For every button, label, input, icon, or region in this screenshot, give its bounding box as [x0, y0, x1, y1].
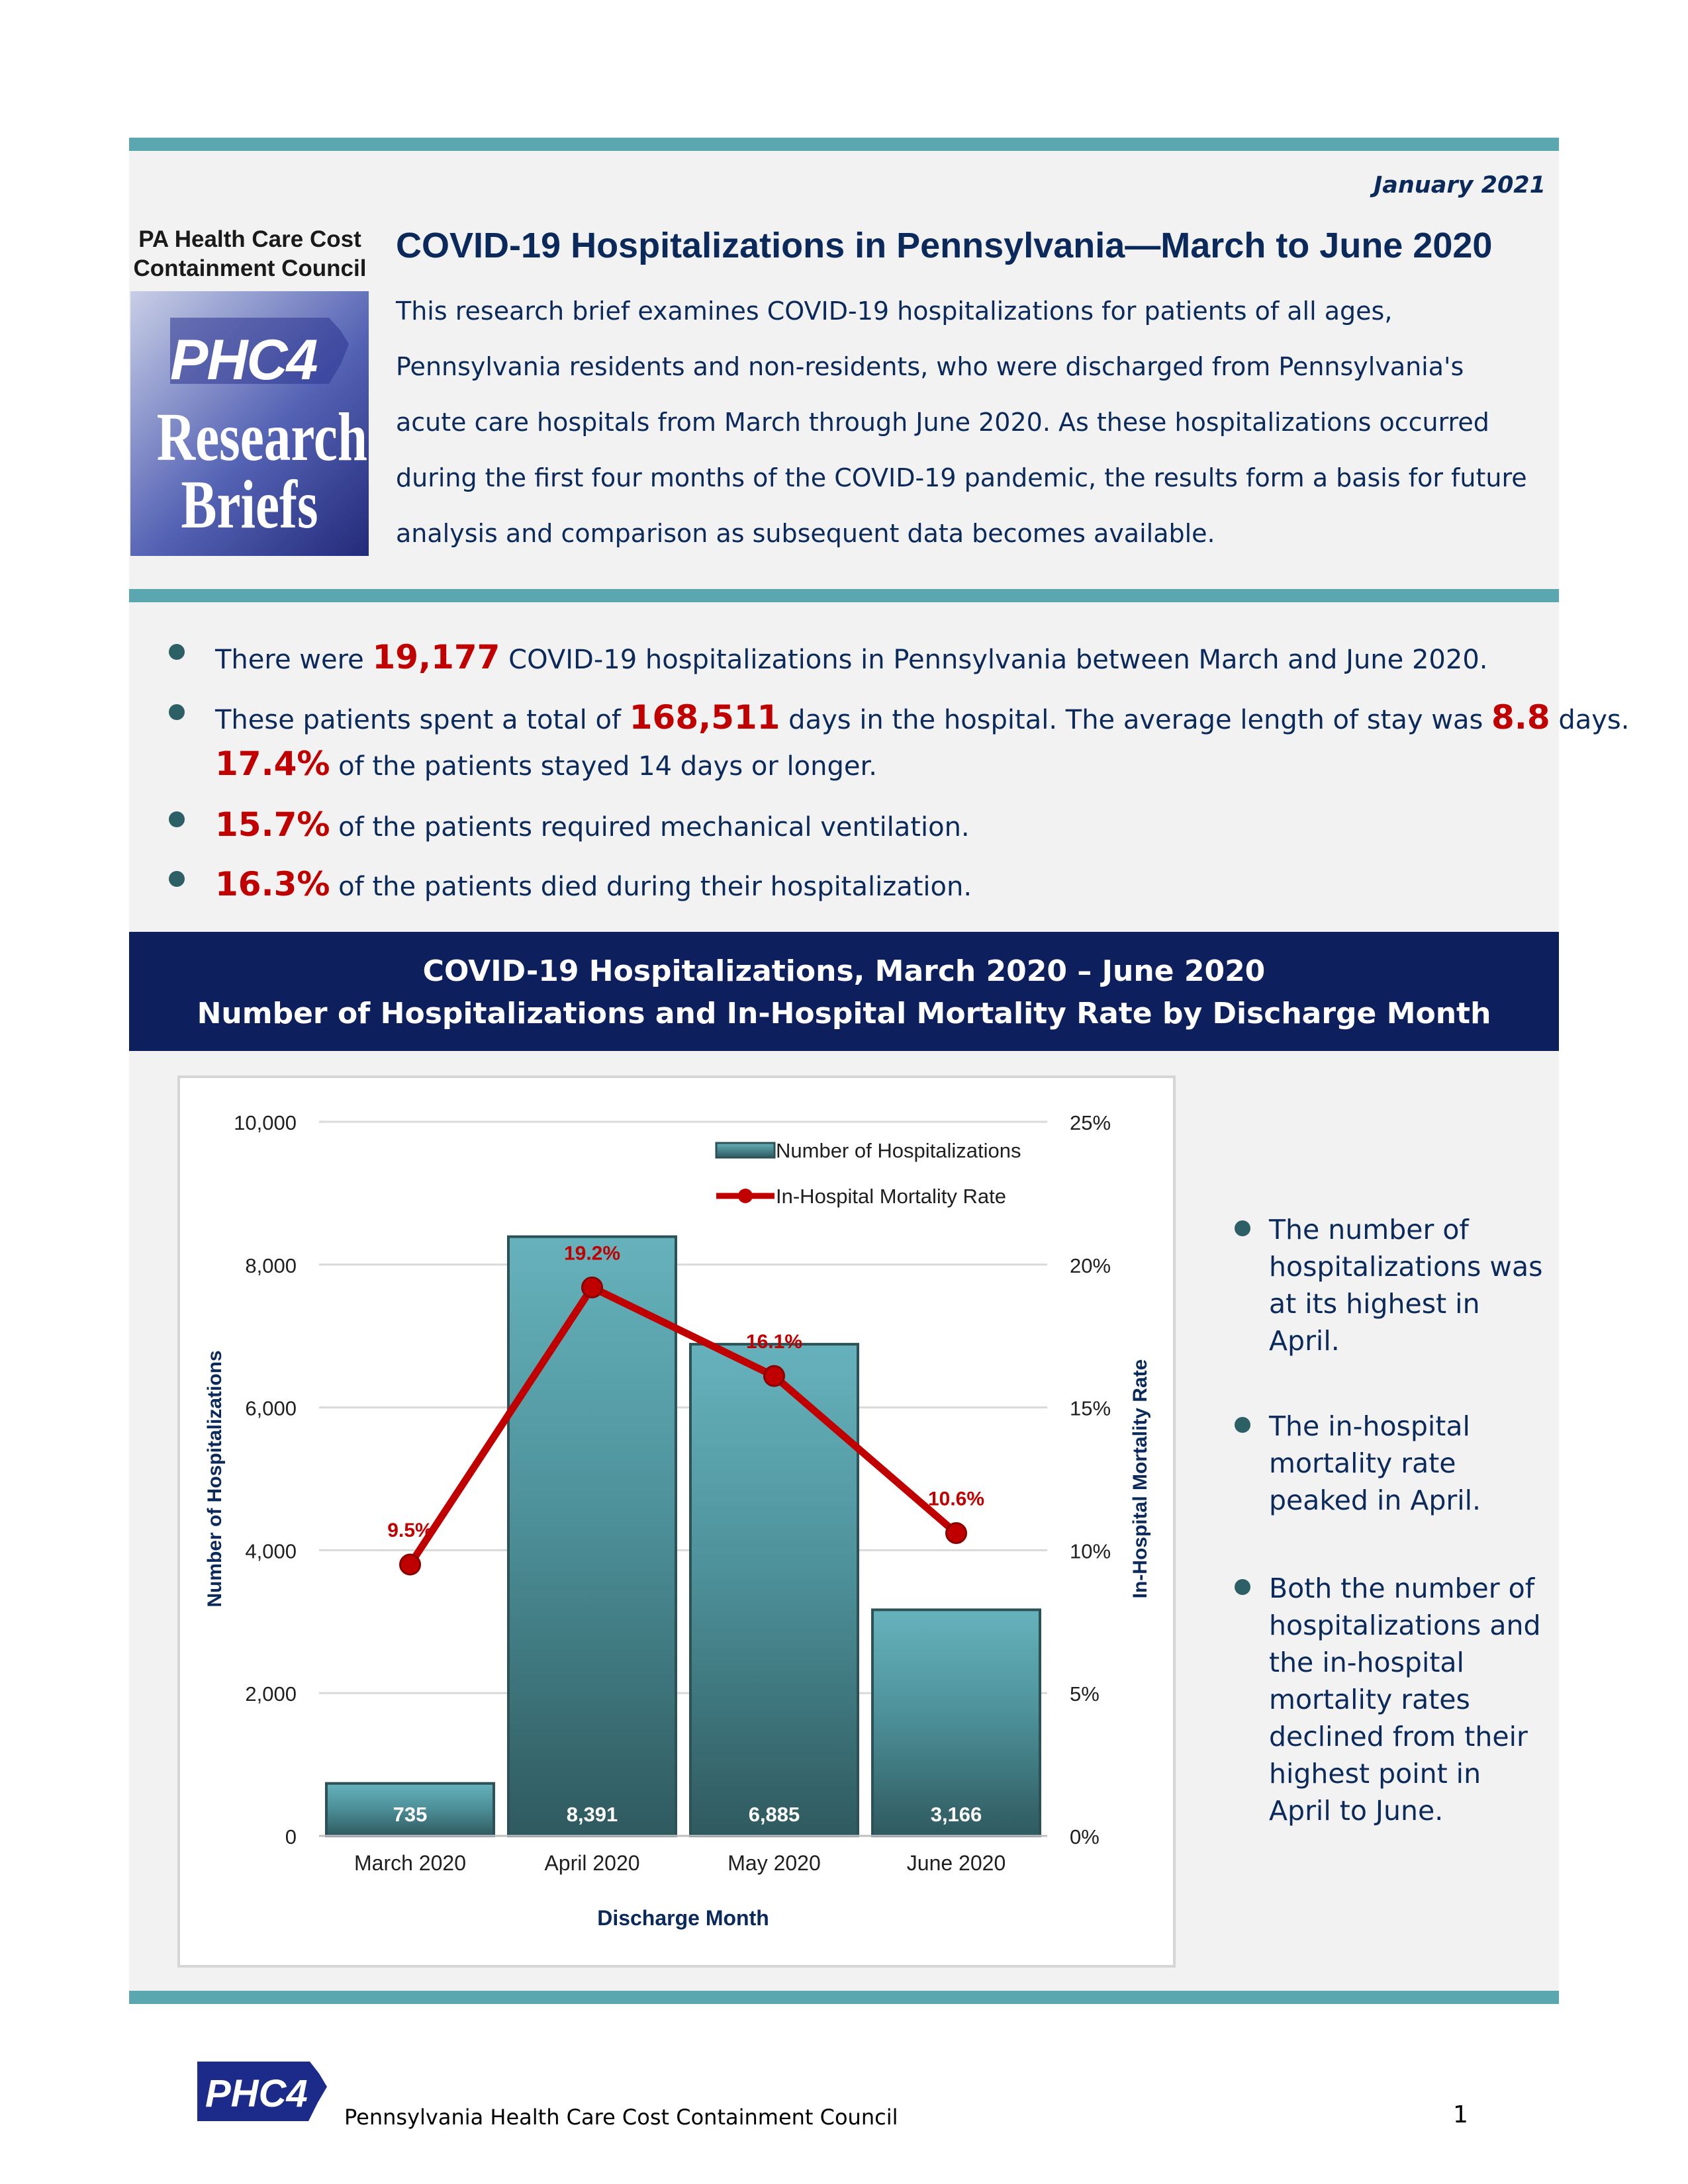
bottom-rule: [129, 1991, 1559, 2004]
mortality-value-label: 10.6%: [927, 1488, 985, 1510]
mortality-point: [583, 1277, 602, 1297]
publication-date: January 2021: [1374, 172, 1546, 199]
mortality-value-label: 16.1%: [745, 1331, 803, 1353]
bullet-text: days.: [1550, 705, 1630, 735]
logo-image: [130, 291, 369, 556]
bar-value-label: 6,885: [748, 1803, 800, 1826]
logo-series-line2: Briefs: [181, 467, 318, 543]
bullet-dot-icon: [1235, 1220, 1250, 1236]
bar-value-label: 8,391: [566, 1803, 618, 1826]
section-rule: [129, 589, 1559, 602]
chart-banner: [129, 932, 1559, 1051]
bullet-dot-icon: [169, 811, 185, 827]
bullet-text: COVID-19 hospitalizations in Pennsylvania between March and June 2020.: [500, 645, 1488, 675]
highlight-number: 168,511: [629, 698, 780, 737]
chart-banner-title: COVID-19 Hospitalizations, March 2020 – June 2020: [422, 954, 1266, 988]
mortality-point: [765, 1366, 784, 1386]
logo-mark: PHC4: [170, 328, 317, 392]
bullet-dot-icon: [1235, 1579, 1250, 1595]
y2-tick-label: 0%: [1070, 1825, 1100, 1848]
bar-value-label: 3,166: [930, 1803, 982, 1826]
legend-label-line: In-Hospital Mortality Rate: [776, 1185, 1007, 1208]
bullet-text: of the patients required mechanical ventilation.: [330, 812, 970, 842]
y-tick-label: 10,000: [234, 1111, 297, 1134]
x-tick-label: April 2020: [544, 1851, 640, 1875]
bullet-dot-icon: [169, 871, 185, 887]
intro-paragraph: This research brief examines COVID-19 hospitalizations for patients of all ages, Pennsylvania residents and non-residents, who were discharged from Pennsylvania's acute care hospitals from March through June 2020. As these hospitalizations occurred during the first four months of the COVID-19 pandemic, the results form a basis for future analysis and comparison as subsequent data becomes available.: [396, 296, 1527, 548]
y-axis-title: Number of Hospitalizations: [204, 1350, 226, 1608]
highlight-number: 19,177: [372, 638, 500, 676]
logo-series-line1: Research: [156, 399, 367, 475]
chart-container: [177, 1075, 1176, 1968]
bullet-text: days in the hospital. The average length of stay was: [780, 705, 1492, 735]
bullet-text: These patients spent a total of: [215, 705, 630, 735]
y-tick-label: 6,000: [245, 1396, 297, 1420]
side-note-text: Both the number of hospitalizations and the in-hospital mortality rates declined from their highest point in April to June.: [1269, 1572, 1541, 1827]
x-tick-label: May 2020: [727, 1851, 821, 1875]
mortality-line: [410, 1287, 957, 1565]
hospitalizations-mortality-chart: [180, 1078, 1173, 1965]
logo-org-name: PA Health Care Cost Containment Council: [133, 226, 367, 281]
bar: [872, 1610, 1040, 1836]
bullet-dot-icon: [169, 644, 185, 660]
highlight-number: 8.8: [1491, 698, 1550, 737]
footer-logo-mark: PHC4: [205, 2072, 308, 2115]
bar-value-label: 735: [393, 1803, 428, 1826]
top-rule: [129, 138, 1559, 151]
page-title: COVID-19 Hospitalizations in Pennsylvania—March to June 2020: [396, 226, 1493, 265]
x-axis-title: Discharge Month: [597, 1906, 769, 1930]
y2-tick-label: 20%: [1070, 1253, 1111, 1277]
page-number: 1: [1453, 2101, 1468, 2128]
y2-tick-label: 15%: [1070, 1396, 1111, 1420]
bar: [508, 1237, 676, 1836]
phc4-research-briefs-logo: [129, 225, 371, 556]
highlight-number: 16.3%: [215, 865, 330, 903]
bullet-dot-icon: [1235, 1417, 1250, 1433]
legend-swatch-bars: [716, 1143, 774, 1158]
highlight-number: 15.7%: [215, 805, 330, 844]
y2-tick-label: 25%: [1070, 1111, 1111, 1134]
y-tick-label: 8,000: [245, 1253, 297, 1277]
legend-label-bars: Number of Hospitalizations: [776, 1139, 1021, 1162]
bullet-text: There were: [215, 645, 373, 675]
footer-org: Pennsylvania Health Care Cost Containment Council: [344, 2105, 898, 2130]
chart-banner-subtitle: Number of Hospitalizations and In-Hospital Mortality Rate by Discharge Month: [197, 997, 1491, 1030]
bar: [690, 1344, 858, 1836]
logo-series-name: [156, 399, 367, 543]
bullet-text: of the patients stayed 14 days or longer.: [330, 751, 877, 782]
mortality-point: [947, 1524, 966, 1543]
y2-tick-label: 5%: [1070, 1682, 1100, 1706]
x-tick-label: March 2020: [354, 1851, 466, 1875]
mortality-value-label: 19.2%: [563, 1242, 621, 1265]
y-tick-label: 4,000: [245, 1539, 297, 1563]
side-note-text: The number of hospitalizations was at its highest in April.: [1269, 1214, 1543, 1357]
bullet-text: of the patients died during their hospitalization.: [330, 872, 972, 902]
highlight-number: 17.4%: [215, 745, 330, 783]
bullet-dot-icon: [169, 704, 185, 720]
legend-swatch-point: [738, 1189, 753, 1203]
y-tick-label: 2,000: [245, 1682, 297, 1706]
phc4-footer-logo: [192, 2055, 331, 2128]
y2-axis-title: In-Hospital Mortality Rate: [1129, 1359, 1151, 1599]
x-tick-label: June 2020: [906, 1851, 1006, 1875]
mortality-value-label: 9.5%: [387, 1519, 433, 1541]
y-tick-label: 0: [285, 1825, 297, 1848]
mortality-point: [400, 1555, 420, 1574]
side-note-text: The in-hospital mortality rate peaked in April.: [1269, 1410, 1481, 1516]
y2-tick-label: 10%: [1070, 1539, 1111, 1563]
